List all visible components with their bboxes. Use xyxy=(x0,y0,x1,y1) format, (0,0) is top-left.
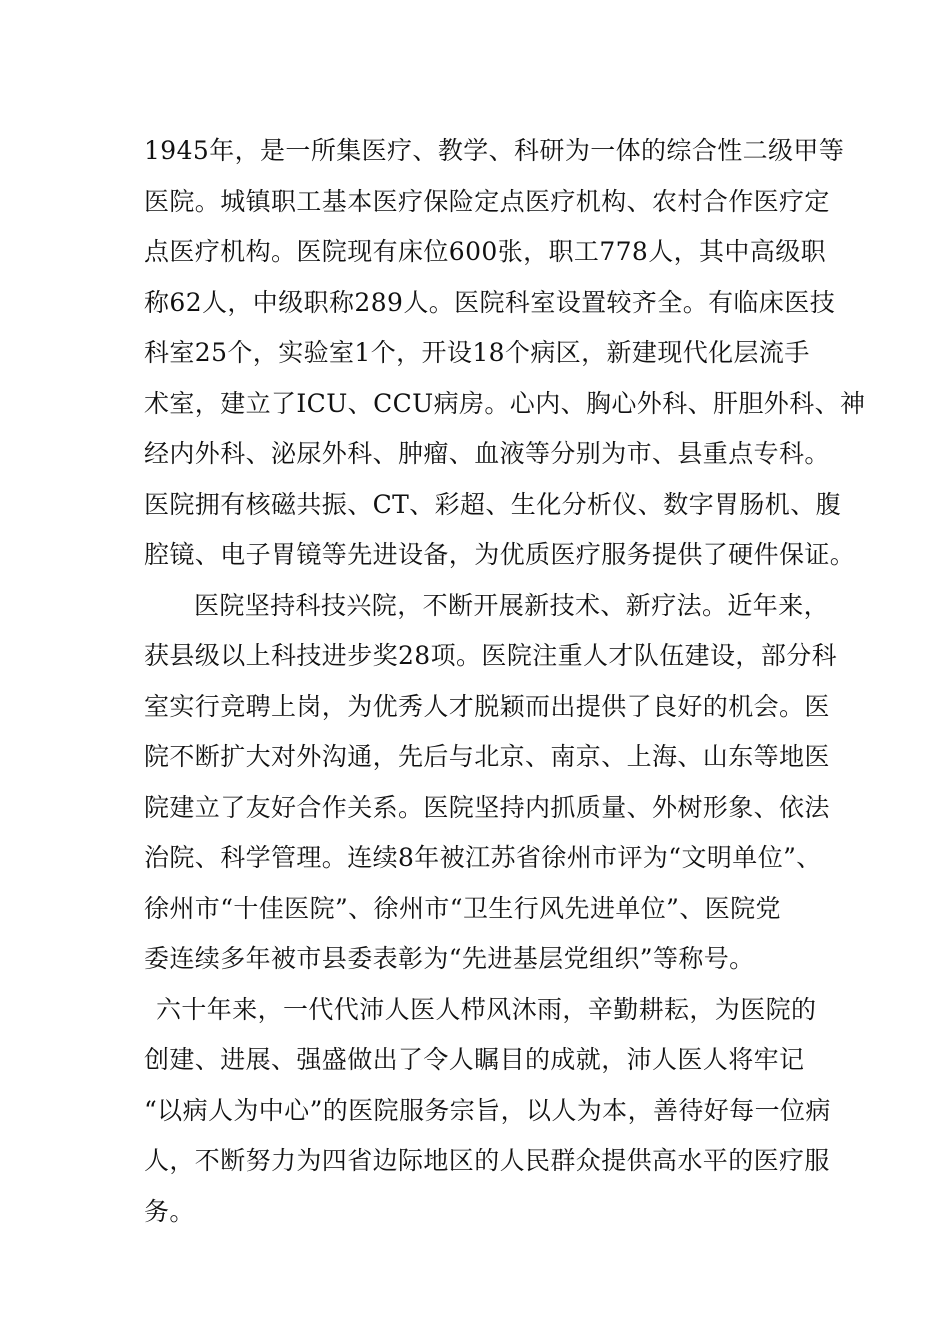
text-line: 院建立了友好合作关系。医院坚持内抓质量、外树形象、依法 xyxy=(144,792,830,822)
text-line: 室实行竞聘上岗，为优秀人才脱颖而出提供了良好的机会。医 xyxy=(144,691,830,721)
text-line: 创建、进展、强盛做出了令人瞩目的成就，沛人医人将牢记 xyxy=(144,1045,805,1074)
text-line: 点医疗机构。医院现有床位600张，职工778人，其中高级职 xyxy=(144,237,827,266)
text-line: 务。 xyxy=(144,1196,195,1226)
text-line: 人，不断努力为四省边际地区的人民群众提供高水平的医疗服 xyxy=(144,1146,830,1175)
text-line: 获县级以上科技进步奖28项。医院注重人才队伍建设，部分科 xyxy=(144,641,838,670)
text-line: 院不断扩大对外沟通，先后与北京、南京、上海、山东等地医 xyxy=(144,742,830,771)
text-line: “以病人为中心”的医院服务宗旨，以人为本，善待好每一位病 xyxy=(144,1095,831,1125)
text-line: 医院坚持科技兴院，不断开展新技术、新疗法。近年来， xyxy=(194,590,830,620)
text-line: 六十年来，一代代沛人医人栉风沐雨，辛勤耕耘，为医院的 xyxy=(156,994,817,1024)
text-line: 委连续多年被市县委表彰为“先进基层党组织”等称号。 xyxy=(144,944,755,973)
paragraph-hospital-overview xyxy=(144,126,884,581)
text-line: 术室，建立了ICU、CCU病房。心内、胸心外科、肝胆外科、神 xyxy=(144,388,866,418)
text-line: 医院。城镇职工基本医疗保险定点医疗机构、农村合作医疗定 xyxy=(144,186,830,216)
paragraph-sixty-years xyxy=(144,985,884,1238)
text-line: 徐州市“十佳医院”、徐州市“卫生行风先进单位”、医院党 xyxy=(144,893,781,923)
text-line: 1945年，是一所集医疗、教学、科研为一体的综合性二级甲等 xyxy=(144,136,845,165)
text-line: 称62人，中级职称289人。医院科室设置较齐全。有临床医技 xyxy=(144,287,836,317)
paragraph-technology-talent xyxy=(144,581,884,985)
text-line: 医院拥有核磁共振、CT、彩超、生化分析仪、数字胃肠机、腹 xyxy=(144,489,842,519)
text-line: 经内外科、泌尿外科、肿瘤、血液等分别为市、县重点专科。 xyxy=(144,439,830,468)
text-line: 腔镜、电子胃镜等先进设备，为优质医疗服务提供了硬件保证。 xyxy=(144,540,856,569)
document-body xyxy=(144,126,884,1237)
text-line: 科室25个，实验室1个，开设18个病区，新建现代化层流手 xyxy=(144,338,810,367)
text-line: 治院、科学管理。连续8年被江苏省徐州市评为“文明单位”、 xyxy=(144,843,822,872)
